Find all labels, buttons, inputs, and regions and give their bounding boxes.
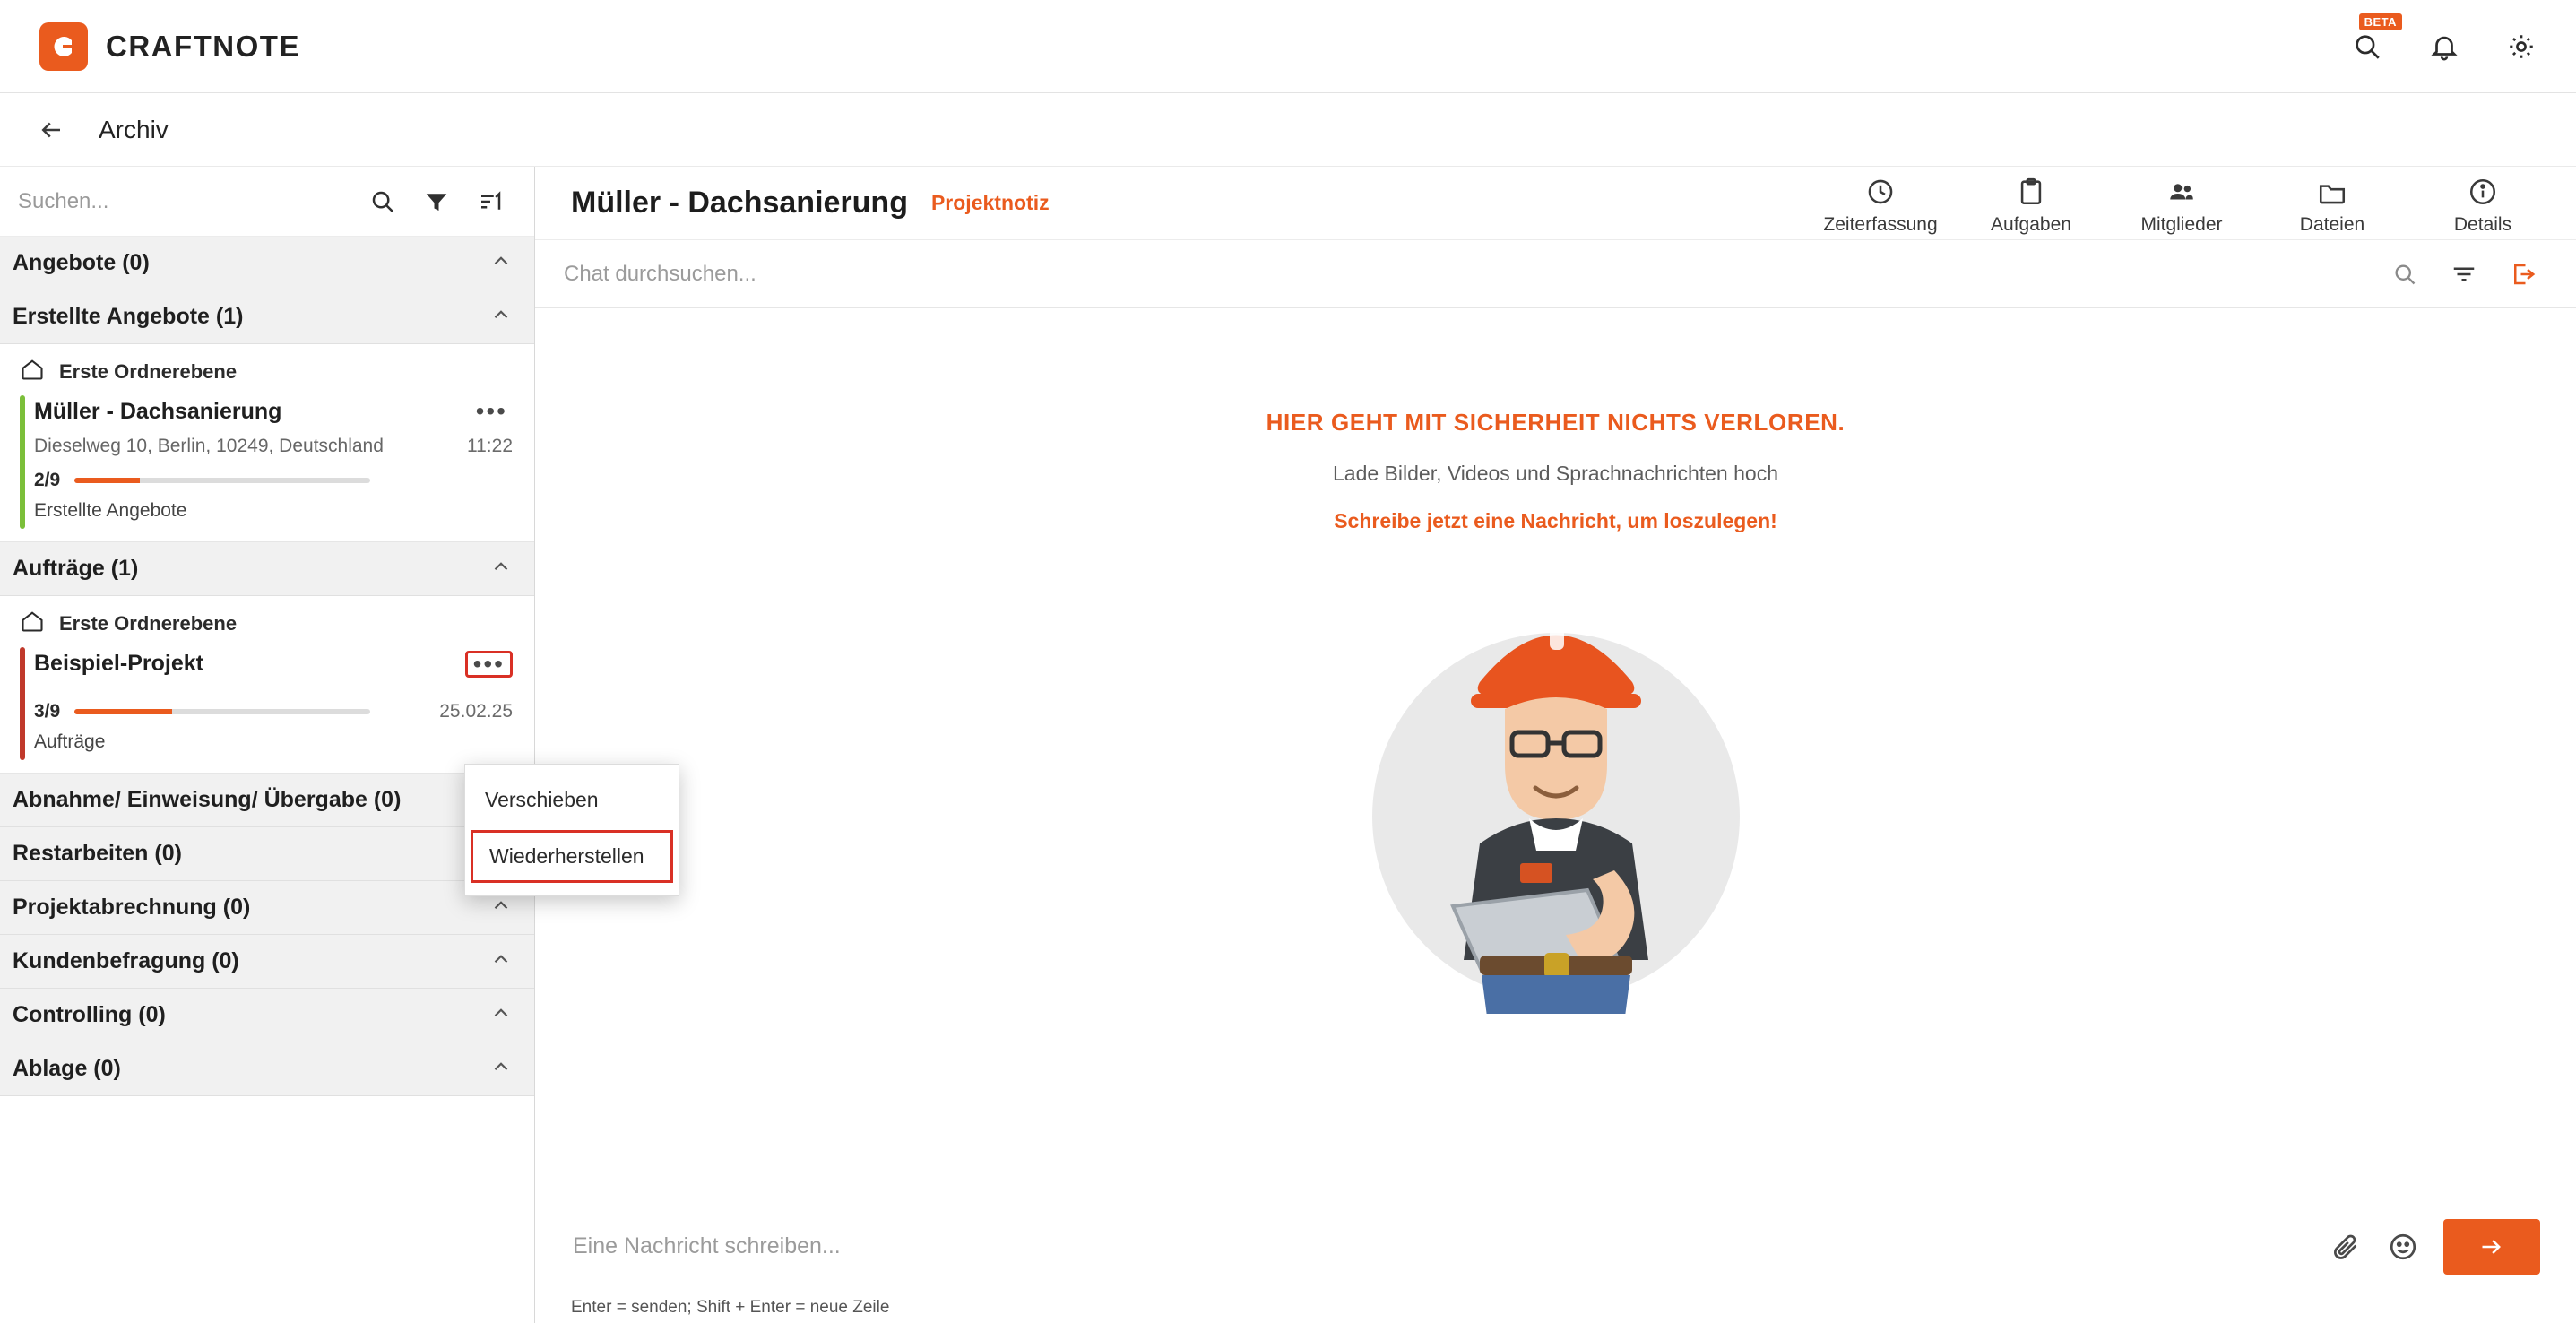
more-options-icon[interactable]: ••• — [475, 397, 507, 425]
search-icon[interactable] — [2388, 257, 2422, 291]
sidebar — [0, 167, 535, 1323]
page-header — [0, 93, 2576, 167]
progress-text: 3/9 — [34, 701, 61, 722]
status-accent — [20, 647, 25, 760]
action-mitglieder[interactable] — [2128, 177, 2235, 236]
chat-search-bar — [535, 240, 2576, 308]
search-input[interactable] — [9, 188, 346, 215]
bell-icon[interactable] — [2424, 26, 2465, 67]
group-title: Erstellte Angebote (1) — [13, 304, 244, 329]
craftnote-logo-icon — [39, 22, 88, 71]
list-item[interactable] — [0, 645, 534, 774]
back-arrow-icon[interactable] — [36, 115, 66, 145]
project-name: Beispiel-Projekt — [34, 651, 203, 676]
menu-item-verschieben[interactable]: Verschieben — [485, 788, 599, 811]
sort-icon[interactable] — [473, 185, 507, 219]
group-title: Ablage (0) — [13, 1056, 121, 1081]
chevron-up-icon — [489, 303, 513, 331]
group-title: Abnahme/ Einweisung/ Übergabe (0) — [13, 787, 402, 812]
folder-row[interactable] — [0, 596, 534, 645]
action-label: Zeiterfassung — [1823, 213, 1938, 235]
sidebar-group-ablage[interactable] — [0, 1042, 534, 1096]
sidebar-group-projektabrechnung[interactable] — [0, 881, 534, 935]
search-icon[interactable] — [2347, 14, 2397, 67]
action-aufgaben[interactable] — [1977, 177, 2085, 236]
action-zeiterfassung[interactable] — [1823, 177, 1938, 236]
chevron-up-icon — [489, 894, 513, 921]
progress-bar — [74, 478, 370, 483]
action-label: Dateien — [2299, 213, 2365, 235]
folder-label: Erste Ordnerebene — [59, 611, 238, 635]
status-accent — [20, 395, 25, 529]
sidebar-group-restarbeiten[interactable] — [0, 827, 534, 881]
chat-search-input[interactable] — [555, 261, 2363, 288]
action-label: Mitglieder — [2140, 213, 2223, 235]
chevron-up-icon — [489, 1001, 513, 1029]
message-input[interactable] — [571, 1232, 2305, 1260]
brand[interactable] — [39, 22, 300, 71]
brand-name: CRAFTNOTE — [106, 29, 300, 63]
action-details[interactable] — [2429, 177, 2537, 236]
sidebar-group-controlling[interactable] — [0, 989, 534, 1042]
folder-label: Erste Ordnerebene — [59, 359, 238, 383]
project-address: Dieselweg 10, Berlin, 10249, Deutschland — [34, 436, 384, 456]
sidebar-list — [0, 237, 534, 1323]
sidebar-group-angebote[interactable] — [0, 237, 534, 290]
main-panel — [535, 167, 2576, 1323]
empty-state-cta: Schreibe jetzt eine Nachricht, um loszulegen! — [1334, 509, 1777, 532]
project-note-label[interactable]: Projektnotiz — [930, 191, 1050, 214]
sidebar-group-abnahme[interactable] — [0, 774, 534, 827]
gear-icon[interactable] — [2501, 26, 2542, 67]
worker-with-tablet-illustration — [1345, 548, 1767, 1014]
chevron-up-icon — [489, 947, 513, 975]
more-options-icon[interactable]: ••• — [465, 651, 513, 678]
empty-state-subtitle: Lade Bilder, Videos und Sprachnachrichten hoch — [1333, 462, 1778, 485]
project-actions — [1823, 171, 2537, 236]
filter-icon[interactable] — [419, 185, 454, 219]
project-name: Müller - Dachsanierung — [34, 399, 282, 424]
folder-icon — [20, 609, 45, 638]
project-time: 11:22 — [467, 436, 513, 456]
action-dateien[interactable] — [2278, 177, 2386, 236]
project-stage: Aufträge — [34, 731, 106, 752]
list-item[interactable] — [0, 393, 534, 542]
sidebar-search-bar — [0, 167, 534, 237]
composer-hint: Enter = senden; Shift + Enter = neue Zeile — [571, 1298, 890, 1317]
sidebar-group-kundenbefragung[interactable] — [0, 935, 534, 989]
group-title: Controlling (0) — [13, 1002, 166, 1027]
menu-item-wiederherstellen[interactable]: Wiederherstellen — [471, 830, 673, 883]
group-title: Projektabrechnung (0) — [13, 895, 251, 920]
emoji-icon[interactable] — [2386, 1230, 2420, 1264]
folder-row[interactable] — [0, 344, 534, 393]
chat-empty-state — [535, 308, 2576, 1198]
export-icon[interactable] — [2506, 257, 2540, 291]
top-bar — [0, 0, 2576, 93]
beta-badge: BETA — [2359, 13, 2402, 30]
top-bar-actions — [2347, 14, 2542, 67]
project-stage: Erstellte Angebote — [34, 500, 187, 521]
group-title: Kundenbefragung (0) — [13, 948, 239, 973]
chevron-up-icon — [489, 555, 513, 583]
group-title: Restarbeiten (0) — [13, 841, 182, 866]
sidebar-group-auftraege[interactable] — [0, 542, 534, 596]
group-title: Angebote (0) — [13, 250, 150, 275]
progress-bar — [74, 709, 370, 714]
body — [0, 167, 2576, 1323]
progress-text: 2/9 — [34, 470, 61, 490]
sidebar-group-erstellte-angebote[interactable] — [0, 290, 534, 344]
project-time: 25.02.25 — [439, 701, 513, 722]
page-title: Archiv — [99, 115, 169, 143]
group-title: Aufträge (1) — [13, 556, 139, 581]
action-label: Details — [2453, 213, 2512, 235]
action-label: Aufgaben — [1991, 213, 2071, 235]
search-icon[interactable] — [366, 185, 400, 219]
filter-icon[interactable] — [2447, 257, 2481, 291]
paperclip-icon[interactable] — [2329, 1230, 2363, 1264]
message-composer — [535, 1198, 2576, 1294]
send-button[interactable] — [2443, 1219, 2540, 1275]
project-header — [535, 167, 2576, 240]
chevron-up-icon — [489, 249, 513, 277]
chevron-up-icon — [489, 1055, 513, 1083]
folder-icon — [20, 357, 45, 386]
context-menu — [464, 764, 679, 896]
empty-state-title: HIER GEHT MIT SICHERHEIT NICHTS VERLOREN. — [1266, 409, 1846, 436]
project-title: Müller - Dachsanierung — [571, 186, 908, 220]
